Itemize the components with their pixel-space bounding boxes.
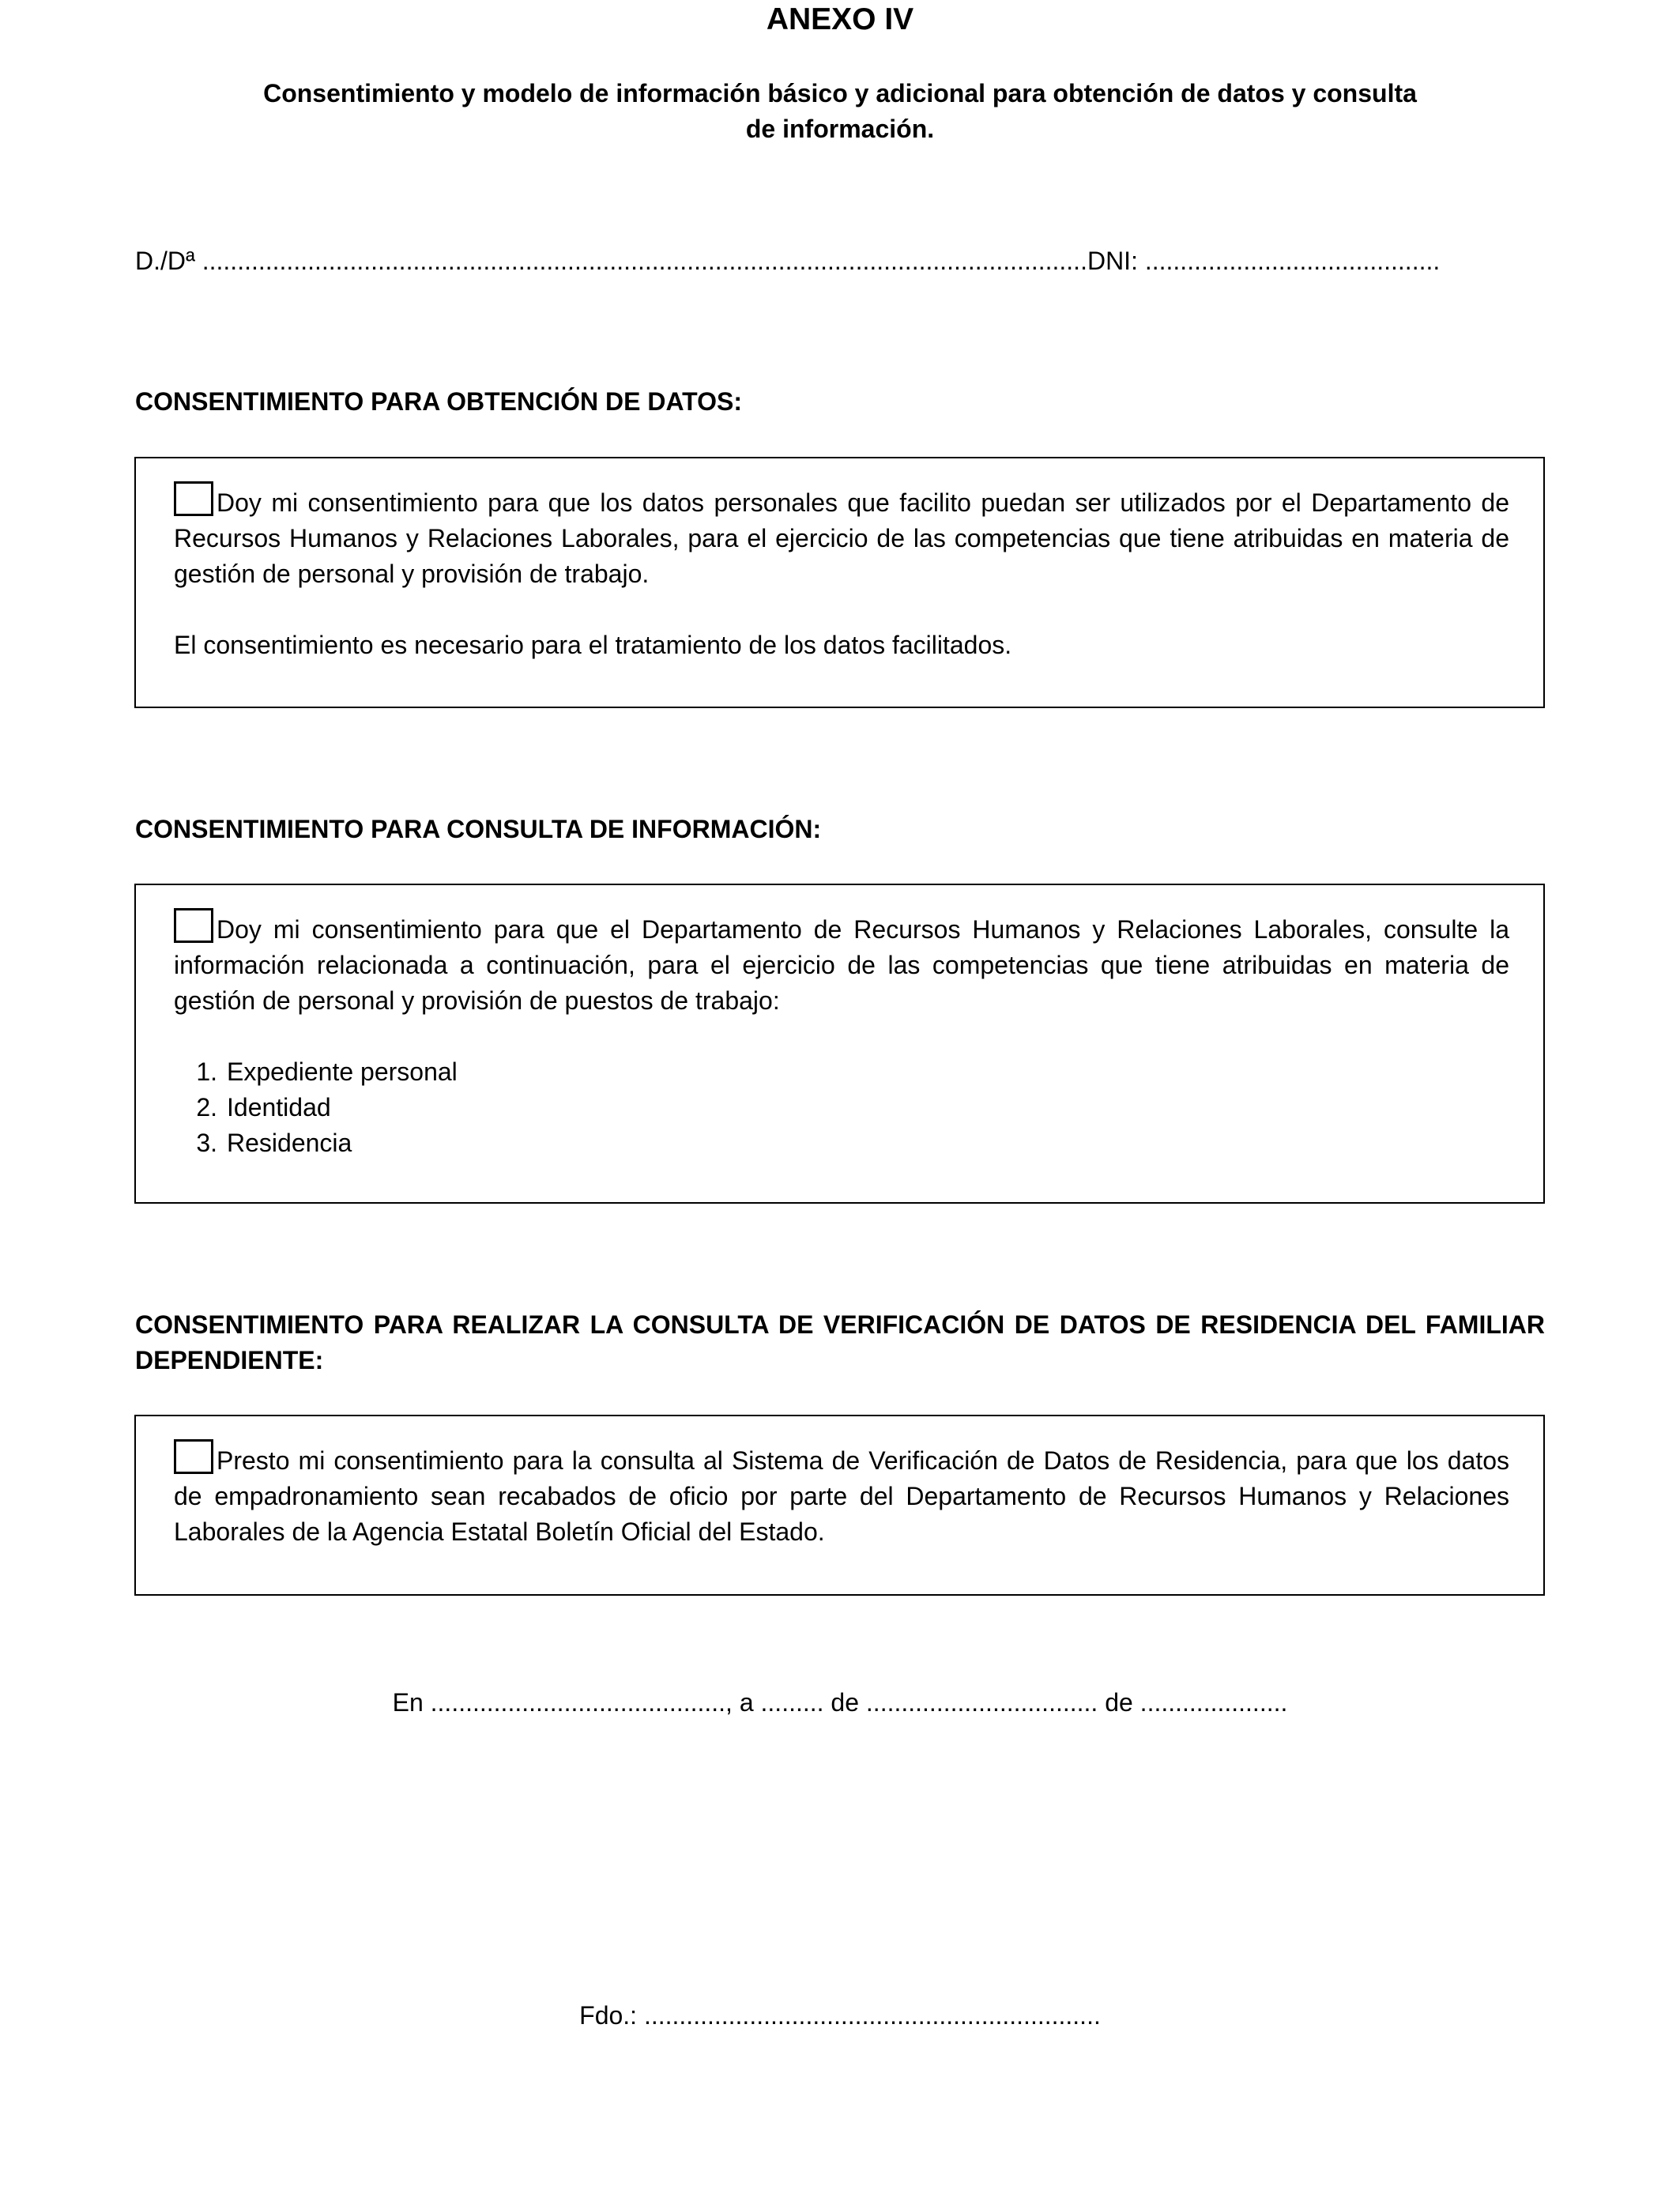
- document-title: ANEXO IV: [766, 2, 914, 36]
- list-item: 3. Residencia: [196, 1129, 352, 1157]
- consent-text: Presto mi consentimiento para la consulta al Sistema de Verificación de Datos de Residencia, para que los datos de empadronamiento sean recabados de oficio por parte del Departamento de Recursos Humanos y Relaciones Laborales de la Agencia Estatal Boletín Oficial del Estado.: [174, 1446, 1509, 1546]
- section-heading-obtencion: CONSENTIMIENTO PARA OBTENCIÓN DE DATOS:: [135, 387, 743, 416]
- document-subtitle: [126, 76, 1554, 147]
- list-item: 1. Expediente personal: [196, 1057, 458, 1086]
- consent-checkbox-residencia[interactable]: [174, 1439, 213, 1474]
- consent-paragraph: [174, 481, 1509, 592]
- consent-checkbox-obtencion[interactable]: [174, 481, 213, 516]
- place-date-field[interactable]: En .........................................., a ......... de ................................. de .....................: [392, 1688, 1288, 1717]
- consent-paragraph: [174, 1439, 1509, 1550]
- consent-text: Doy mi consentimiento para que el Departamento de Recursos Humanos y Relaciones Laborales, consulte la información relacionada a continuación, para el ejercicio de las competencias que tiene atribuidas en materia de gestión de personal y provisión de puestos de trabajo:: [174, 915, 1509, 1015]
- name-dni-field[interactable]: D./Dª ..............................................................................................................................DNI: ..........................................: [135, 247, 1441, 275]
- section-heading-residencia: CONSENTIMIENTO PARA REALIZAR LA CONSULTA DE VERIFICACIÓN DE DATOS DE RESIDENCIA DEL FAMILIAR DEPENDIENTE:: [135, 1310, 1545, 1374]
- signature-field[interactable]: Fdo.: .................................................................: [579, 2001, 1101, 2030]
- consent-text: Doy mi consentimiento para que los datos personales que facilito puedan ser utilizados por el Departamento de Recursos Humanos y Relaciones Laborales, para el ejercicio de las competencias que tiene atribuidas en materia de gestión de personal y provisión de trabajo.: [174, 488, 1509, 588]
- consent-box-consulta: [134, 884, 1545, 1204]
- subtitle-line-2: de información.: [745, 115, 935, 143]
- consulta-list: [174, 1054, 1509, 1161]
- section-heading-consulta: CONSENTIMIENTO PARA CONSULTA DE INFORMACIÓN:: [135, 815, 822, 843]
- consent-paragraph: [174, 908, 1509, 1019]
- list-item: 2. Identidad: [196, 1093, 331, 1122]
- consent-box-residencia: [134, 1415, 1545, 1596]
- consent-checkbox-consulta[interactable]: [174, 908, 213, 943]
- consent-note: El consentimiento es necesario para el tratamiento de los datos facilitados.: [174, 631, 1012, 659]
- consent-box-obtencion: [134, 457, 1545, 708]
- subtitle-line-1: Consentimiento y modelo de información básico y adicional para obtención de datos y consulta: [263, 79, 1417, 107]
